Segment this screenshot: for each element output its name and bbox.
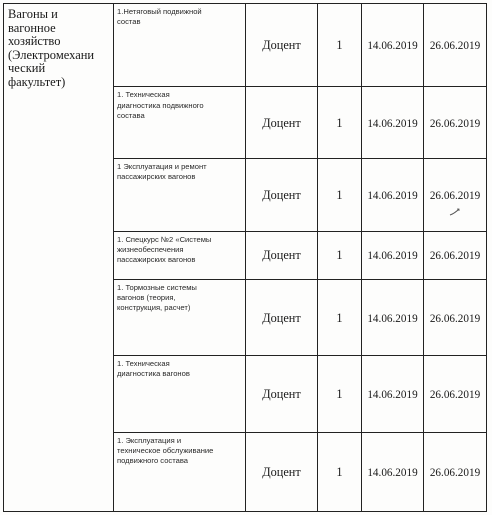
position-cell [246,432,318,511]
discipline-name: 1. Техническая диагностика подвижного состава [117,90,204,120]
end-date-cell [424,87,487,158]
end-date-cell [424,158,487,231]
vacancy-count: 1 [336,248,343,263]
position-title: Доцент [262,38,301,53]
vacancy-count: 1 [336,115,343,130]
discipline-cell [114,356,246,432]
discipline-name: 1. Техническая диагностика вагонов [117,359,190,379]
discipline-cell [114,158,246,231]
end-date: 26.06.2019 [429,40,481,53]
start-date-cell [362,158,424,231]
start-date-cell [362,4,424,87]
department-cell [4,4,114,512]
start-date-cell [362,356,424,432]
position-cell [246,279,318,355]
vacancy-table [3,3,487,512]
vacancy-count: 1 [336,187,343,202]
position-cell [246,87,318,158]
discipline-name: 1. Спецкурс №2 «Системы жизнеобеспечения пассажирских вагонов [117,235,212,265]
department-name: Вагоны и вагонное хозяйство (Электромехани ческий факультет) [8,7,95,89]
count-cell [318,87,362,158]
position-title: Доцент [262,248,301,263]
position-title: Доцент [262,115,301,130]
position-cell [246,356,318,432]
vacancy-count: 1 [336,386,343,401]
end-date: 26.06.2019 [429,312,481,325]
discipline-name: 1. Тормозные системы вагонов (теория, конструкция, расчет) [117,282,197,313]
start-date-cell [362,279,424,355]
end-date: 26.06.2019 [429,117,481,130]
discipline-name: 1. Эксплуатация и техническое обслуживание подвижного состава [117,435,214,465]
position-cell [246,158,318,231]
end-date-cell [424,279,487,355]
start-date-cell [362,432,424,511]
start-date: 14.06.2019 [367,40,418,53]
count-cell [318,279,362,355]
position-cell [246,232,318,280]
end-date-cell [424,232,487,280]
pen-mark-icon [448,205,462,219]
start-date: 14.06.2019 [367,189,418,202]
position-title: Доцент [262,464,301,479]
position-title: Доцент [262,386,301,401]
start-date: 14.06.2019 [367,388,418,401]
position-cell [246,4,318,87]
discipline-cell [114,432,246,511]
discipline-cell [114,232,246,280]
table-row [4,4,487,87]
end-date: 26.06.2019 [429,250,481,263]
start-date-cell [362,87,424,158]
count-cell [318,356,362,432]
end-date-cell [424,4,487,87]
count-cell [318,232,362,280]
start-date-cell [362,232,424,280]
position-title: Доцент [262,310,301,325]
count-cell [318,432,362,511]
start-date: 14.06.2019 [367,250,418,263]
end-date: 26.06.2019 [429,466,481,479]
end-date: 26.06.2019 [429,388,481,401]
end-date-cell [424,432,487,511]
start-date: 14.06.2019 [367,466,418,479]
discipline-name: 1.Нетяговый подвижной состав [117,7,202,27]
discipline-cell [114,87,246,158]
discipline-cell [114,4,246,87]
start-date: 14.06.2019 [367,312,418,325]
end-date: 26.06.2019 [429,189,481,202]
count-cell [318,158,362,231]
discipline-name: 1 Эксплуатация и ремонт пассажирских вагонов [117,161,207,181]
vacancy-count: 1 [336,38,343,53]
position-title: Доцент [262,187,301,202]
count-cell [318,4,362,87]
vacancy-count: 1 [336,310,343,325]
end-date-cell [424,356,487,432]
discipline-cell [114,279,246,355]
start-date: 14.06.2019 [367,117,418,130]
vacancy-count: 1 [336,464,343,479]
